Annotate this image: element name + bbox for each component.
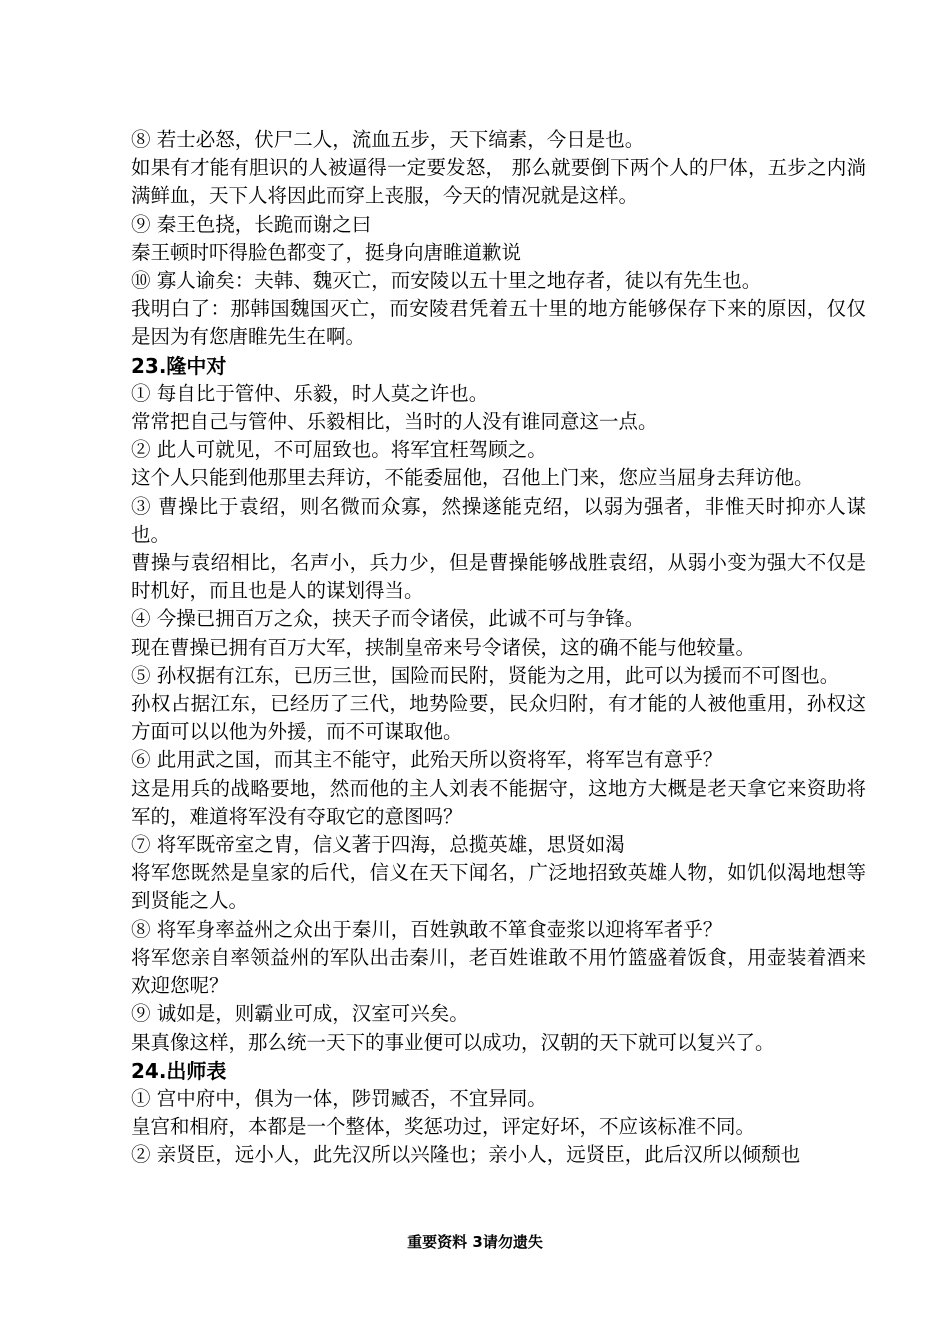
text-line: ① 宫中府中，俱为一体，陟罚臧否，不宜异同。	[131, 1086, 547, 1110]
text-line: ⑩ 寡人谕矣：夫韩、魏灭亡，而安陵以五十里之地存者，徒以有先生也。	[131, 269, 762, 293]
text-line: 这是用兵的战略要地，然而他的主人刘表不能据守，这地方大概是老天拿它来资助将军的，难道将军没有夺取它的意图吗？	[131, 776, 866, 828]
text-line: 果真像这样，那么统一天下的事业便可以成功，汉朝的天下就可以复兴了。	[131, 1030, 775, 1054]
text-line: 将军您亲自率领益州的军队出击秦川，老百姓谁敢不用竹篮盛着饭食，用壶装着酒来欢迎您呢？	[131, 945, 866, 998]
text-line: 现在曹操已拥有百万大军，挟制皇帝来号令诸侯，这的确不能与他较量。	[131, 635, 756, 659]
text-line: 孙权占据江东，已经历了三代，地势险要，民众归附，有才能的人被他重用，孙权这方面可以以他为外援，而不可谋取他。	[131, 692, 866, 744]
text-line: 曹操与袁绍相比，名声小，兵力少，但是曹操能够战胜袁绍，从弱小变为强大不仅是时机好，而且也是人的谋划得当。	[131, 551, 866, 603]
text-line: ③ 曹操比于袁绍，则名微而众寡，然操遂能克绍，以弱为强者，非惟天时抑亦人谋也。	[131, 494, 866, 546]
text-line: ② 亲贤臣，远小人，此先汉所以兴隆也；亲小人，远贤臣，此后汉所以倾颓也	[131, 1143, 801, 1167]
text-line: ⑨ 秦王色挠，长跪而谢之曰	[131, 212, 372, 236]
text-line: 如果有才能有胆识的人被逼得一定要发怒， 那么就要倒下两个人的尸体，五步之内淌满鲜血，天下人将因此而穿上丧服，今天的情况就是这样。	[131, 156, 866, 208]
text-line: ⑥ 此用武之国，而其主不能守，此殆天所以资将军，将军岂有意乎？	[131, 748, 723, 772]
text-line: ② 此人可就见，不可屈致也。将军宜枉驾顾之。	[131, 438, 547, 462]
text-line: 这个人只能到他那里去拜访，不能委屈他，召他上门来，您应当屈身去拜访他。	[131, 466, 814, 490]
text-line: ⑤ 孙权据有江东，已历三世，国险而民附，贤能为之用，此可以为援而不可图也。	[131, 663, 840, 687]
text-line: ⑧ 将军身率益州之众出于秦川，百姓孰敢不箪食壶浆以迎将军者乎？	[131, 917, 723, 941]
text-line: ⑦ 将军既帝室之胄，信义著于四海，总揽英雄，思贤如渴	[131, 833, 625, 857]
text-line: 秦王顿时吓得脸色都变了，挺身向唐睢道歉说	[131, 240, 522, 264]
text-line: ④ 今操已拥百万之众，挟天子而令诸侯，此诚不可与争锋。	[131, 607, 645, 631]
text-line: ⑧ 若士必怒，伏尸二人，流血五步，天下缟素，今日是也。	[131, 128, 645, 151]
section-title-chushibiao: 24.出师表	[131, 1058, 227, 1083]
page-footer: 重要资料 3请勿遗失	[407, 1233, 543, 1251]
text-line: 常常把自己与管仲、乐毅相比，当时的人没有谁同意这一点。	[131, 410, 658, 434]
text-line: ⑨ 诚如是，则霸业可成，汉室可兴矣。	[131, 1002, 469, 1026]
section-title-longzhongdui: 23.隆中对	[131, 353, 227, 378]
text-line: 我明白了：那韩国魏国灭亡，而安陵君凭着五十里的地方能够保存下来的原因，仅仅是因为有您唐睢先生在啊。	[131, 297, 866, 349]
text-line: 皇宫和相府，本都是一个整体，奖惩功过，评定好坏，不应该标准不同。	[131, 1115, 756, 1139]
document-body	[131, 126, 866, 1170]
text-line: 将军您既然是皇家的后代，信义在天下闻名，广泛地招致英雄人物，如饥似渴地想等到贤能之人。	[131, 861, 866, 913]
text-line: ① 每自比于管仲、乐毅，时人莫之许也。	[131, 381, 489, 405]
